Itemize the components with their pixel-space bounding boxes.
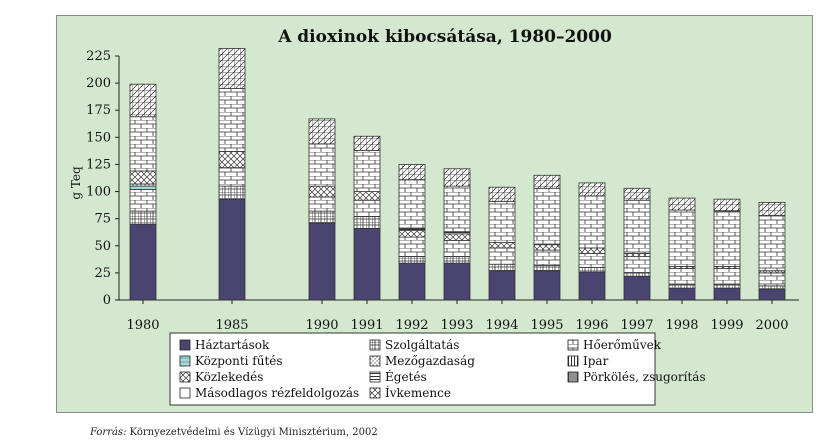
bar-segment <box>714 269 740 285</box>
source-text: Környezetvédelmi és Vízügyi Minisztérium, 2002 <box>129 427 378 438</box>
bar-segment <box>399 231 425 238</box>
bar-segment <box>714 288 740 300</box>
bar-segment <box>534 265 560 270</box>
legend-label: Közlekedés <box>195 370 264 384</box>
bar-segment <box>624 253 650 256</box>
bar-segment <box>309 144 335 186</box>
bar-segment <box>624 273 650 276</box>
bar-segment <box>354 200 380 216</box>
bar-segment <box>399 263 425 300</box>
bar-segment <box>399 180 425 229</box>
x-tick-label: 1997 <box>620 318 654 333</box>
bar-segment <box>219 199 245 300</box>
legend-label: Pörkölés, zsugorítás <box>583 370 706 384</box>
legend-label: Szolgáltatás <box>385 338 460 352</box>
chart-title: A dioxinok kibocsátása, 1980–2000 <box>278 27 612 47</box>
bar-segment <box>489 271 515 300</box>
legend-label: Ipar <box>583 354 609 368</box>
legend-swatch <box>370 388 380 398</box>
x-tick-label: 1993 <box>440 318 474 333</box>
y-tick-label: 75 <box>94 211 111 227</box>
bar-segment <box>130 189 156 211</box>
bar-segment <box>534 245 560 250</box>
bar-segment <box>309 186 335 197</box>
bar-segment <box>669 269 695 285</box>
bar-segment <box>130 224 156 300</box>
x-tick-label: 1991 <box>350 318 384 333</box>
legend-swatch <box>370 372 380 382</box>
bar-segment <box>354 216 380 228</box>
source-label: Forrás: <box>90 427 127 438</box>
y-tick-label: 25 <box>94 265 111 281</box>
bar-segment <box>624 257 650 273</box>
bar-segment <box>309 211 335 223</box>
bar-segment <box>579 253 605 267</box>
bar-segment <box>714 285 740 288</box>
bar-segment <box>219 48 245 88</box>
bar-segment <box>399 164 425 179</box>
legend-swatch <box>180 340 190 350</box>
legend-label: Központi fűtés <box>195 354 283 368</box>
legend-swatch <box>370 356 380 366</box>
bar-segment <box>130 117 156 171</box>
bar-segment <box>219 151 245 167</box>
bar-segment <box>534 250 560 265</box>
y-tick-label: 225 <box>86 49 111 64</box>
x-tick-label: 1994 <box>485 318 519 333</box>
bar-segment <box>354 136 380 150</box>
bar-segment <box>714 199 740 211</box>
bar-segment <box>579 267 605 271</box>
bar-segment <box>130 186 156 189</box>
y-tick-label: 100 <box>86 184 111 200</box>
bar-segment <box>354 150 380 191</box>
legend-label: Hőerőművek <box>583 338 662 352</box>
x-tick-label: 1996 <box>575 318 609 333</box>
bar-segment <box>219 168 245 186</box>
legend-label: Másodlagos rézfeldolgozás <box>195 386 360 400</box>
y-tick-label: 200 <box>86 76 111 92</box>
bar-segment <box>130 211 156 224</box>
bar-segment <box>759 273 785 286</box>
bar-segment <box>579 248 605 253</box>
plot-area <box>86 48 799 333</box>
bar-segment <box>219 186 245 199</box>
bar-segment <box>489 248 515 264</box>
bar-segment <box>714 211 740 266</box>
y-tick-label: 0 <box>102 293 111 308</box>
bar-segment <box>444 263 470 300</box>
legend <box>170 333 706 405</box>
bar-segment <box>489 187 515 201</box>
bar-segment <box>759 289 785 300</box>
bar-segment <box>579 183 605 196</box>
bar-segment <box>759 215 785 270</box>
bar-segment <box>444 257 470 264</box>
bar-segment <box>489 201 515 242</box>
x-tick-label: 1990 <box>305 318 339 333</box>
legend-label: Háztartások <box>195 338 270 352</box>
bar-segment <box>489 243 515 248</box>
bar-segment <box>219 89 245 152</box>
x-tick-label: 1980 <box>126 318 160 333</box>
y-tick-label: 50 <box>94 238 111 254</box>
bar-segment <box>534 271 560 300</box>
bar-segment <box>309 197 335 211</box>
bar-segment <box>534 175 560 188</box>
legend-label: Mezőgazdaság <box>385 354 475 368</box>
legend-swatch <box>180 388 190 398</box>
legend-swatch <box>370 340 380 350</box>
bar-segment <box>309 223 335 300</box>
bar-segment <box>444 240 470 256</box>
x-tick-label: 1992 <box>395 318 429 333</box>
y-tick-label: 125 <box>86 157 111 173</box>
bar-segment <box>579 196 605 248</box>
bar-segment <box>444 169 470 186</box>
x-tick-label: 1999 <box>710 318 744 333</box>
bar-segment <box>624 188 650 200</box>
bar-segment <box>399 257 425 264</box>
bar-segment <box>624 200 650 253</box>
y-tick-label: 150 <box>86 130 111 146</box>
source-note <box>90 427 378 438</box>
legend-swatch <box>568 356 578 366</box>
bar-segment <box>579 272 605 300</box>
bar-segment <box>309 119 335 144</box>
legend-swatch <box>180 372 190 382</box>
bar-segment <box>489 264 515 271</box>
x-tick-label: 2000 <box>755 318 789 333</box>
bar-segment <box>444 234 470 241</box>
bar-segment <box>624 276 650 300</box>
x-tick-label: 1995 <box>530 318 564 333</box>
bar-segment <box>669 198 695 210</box>
legend-swatch <box>568 372 578 382</box>
x-tick-label: 1985 <box>215 318 249 333</box>
bar-segment <box>759 202 785 215</box>
bar-segment <box>354 228 380 300</box>
bar-segment <box>759 286 785 289</box>
bar-segment <box>444 186 470 232</box>
legend-swatch <box>568 340 578 350</box>
y-tick-label: 175 <box>86 103 111 119</box>
x-tick-label: 1998 <box>665 318 699 333</box>
y-axis-label: g Teq <box>69 166 83 200</box>
bar-segment <box>399 237 425 257</box>
bar-segment <box>354 192 380 201</box>
bar-segment <box>669 288 695 300</box>
bar-segment <box>130 84 156 117</box>
bar-segment <box>669 210 695 266</box>
bar-segment <box>130 171 156 184</box>
legend-label: Égetés <box>385 370 427 384</box>
legend-label: Ívkemence <box>385 386 451 400</box>
legend-swatch <box>180 356 190 366</box>
bar-segment <box>534 188 560 244</box>
bar-segment <box>669 285 695 288</box>
